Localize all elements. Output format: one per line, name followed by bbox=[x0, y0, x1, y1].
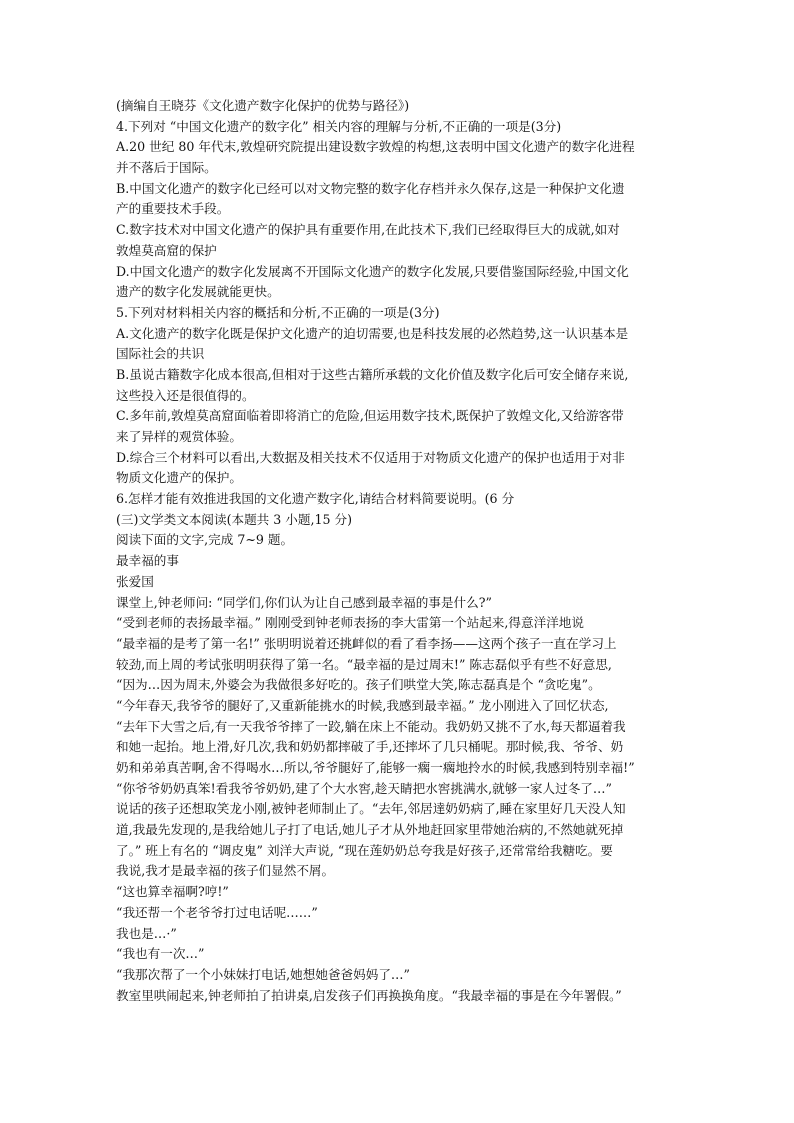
text-line: “你爷爷奶奶真笨!看我爷爷奶奶,建了个大水窖,趁天睛把水窖挑满水,就够一家人过冬了…” bbox=[116, 780, 612, 796]
text-line: 道,我最先发现的,是我给她儿子打了电话,她儿子才从外地赶回家里带她治病的,不然她就死掉 bbox=[116, 822, 624, 838]
text-line: 张爱国 bbox=[116, 573, 154, 589]
text-line: 国际社会的共识 bbox=[116, 346, 205, 362]
text-line: 遗产的数字化发展就能更快。 bbox=[116, 284, 280, 300]
text-line: (三)文学类文本阅读(本题共 3 小题,15 分) bbox=[116, 511, 353, 527]
text-line: 阅读下面的文字,完成 7~9 题。 bbox=[116, 532, 294, 548]
text-line: A.文化遗产的数字化既是保护文化遗产的迫切需要,也是科技发展的必然趋势,这一认识基本是 bbox=[116, 325, 629, 341]
text-line: “这也算幸福啊?哼!” bbox=[116, 884, 229, 900]
text-line: 教室里哄闹起来,钟老师拍了拍讲桌,启发孩子们再换换角度。“我最幸福的事是在今年署假。” bbox=[116, 987, 622, 1003]
text-line: 这些投入还是很值得的。 bbox=[116, 387, 255, 403]
text-line: B.中国文化遗产的数字化已经可以对文物完整的数字化存档并永久保存,这是一种保护文化遗 bbox=[116, 180, 625, 196]
text-line: 并不落后于国际。 bbox=[116, 160, 217, 176]
text-line: A.20 世纪 80 年代末,敦煌研究院提出建设数字敦煌的构想,这表明中国文化遗产的数字化进程 bbox=[116, 139, 635, 155]
text-line: 最幸福的事 bbox=[116, 553, 179, 569]
text-line: 和她一起抬。地上滑,好几次,我和奶奶都摔破了手,还摔坏了几只桶呢。那时候,我、爷爷、奶 bbox=[116, 739, 624, 755]
text-line: B.虽说古籍数字化成本很高,但相对于这些古籍所承载的文化价值及数字化后可安全储存来说, bbox=[116, 366, 629, 382]
text-line: “因为…因为周末,外婆会为我做很多好吃的。孩子们哄堂大笑,陈志磊真是个 “贪吃鬼”。 bbox=[116, 677, 601, 693]
text-line: “我还帮一个老爷爷打过电话呢……” bbox=[116, 904, 318, 920]
text-line: “受到老师的表扬最幸福。” 刚刚受到钟老师表扬的李大雷第一个站起来,得意洋洋地说 bbox=[116, 615, 584, 631]
text-line: 敦煌莫高窟的保护 bbox=[116, 242, 217, 258]
text-line: C.多年前,敦煌莫高窟面临着即将消亡的危险,但运用数字技术,既保护了敦煌文化,又给游客带 bbox=[116, 408, 624, 424]
text-line: C.数字技术对中国文化遗产的保护具有重要作用,在此技术下,我们已经取得巨大的成就,如对 bbox=[116, 222, 620, 238]
text-line: “今年春天,我爷爷的腿好了,又重新能挑水的时候,我感到最幸福。” 龙小刚进入了回忆状态, bbox=[116, 697, 609, 713]
text-line: 说话的孩子还想取笑龙小刚,被钟老师制止了。“去年,邻居達奶奶病了,睡在家里好几天没人知 bbox=[116, 801, 626, 817]
text-line: 6.怎样才能有效推进我国的文化遗产数字化,请结合材料简要说明。(6 分 bbox=[116, 491, 515, 507]
text-line: 5.下列对材料相关内容的概括和分析,不正确的一项是(3分) bbox=[116, 304, 440, 320]
text-line: 来了异样的观赏体验。 bbox=[116, 429, 242, 444]
text-line: “我那次帮了一个小妹妹打电话,她想她爸爸妈妈了…” bbox=[116, 966, 410, 982]
text-line: D.综合三个材料可以看出,大数据及相关技术不仅适用于对物质文化遗产的保护也适用于对非 bbox=[116, 449, 625, 465]
text-line: 课堂上,钟老师问: “同学们,你们认为让自己感到最幸福的事是什么?” bbox=[116, 594, 492, 610]
text-line: 产的重要技术手段。 bbox=[116, 201, 230, 217]
text-line: D.中国文化遗产的数字化发展离不开国际文化遗产的数字化发展,只要借鉴国际经验,中国文化 bbox=[116, 263, 629, 279]
text-line: 了。” 班上有名的 “调皮鬼” 刘洋大声说, “现在莲奶奶总夸我是好孩子,还常常给我糖吃。要 bbox=[116, 842, 613, 858]
text-line: “去年下大雪之后,有一天我爷爷摔了一跤,躺在床上不能动。我奶奶又挑不了水,每天都逼着我 bbox=[116, 718, 626, 734]
text-line: 物质文化遗产的保护。 bbox=[116, 470, 242, 486]
text-line: 我说,我才是最幸福的孩子们显然不屑。 bbox=[116, 863, 335, 879]
text-line: 奶和弟弟真苦啊,舍不得喝水…所以,爷爷腿好了,能够一瘸一瘸地拎水的时候,我感到特别幸福!” bbox=[116, 760, 635, 775]
text-line: 我也是…·” bbox=[116, 925, 177, 941]
text-line: (摘编自王晓芬《文化遗产数字化保护的优势与路径》) bbox=[116, 98, 410, 113]
document-page bbox=[116, 96, 680, 1006]
text-line: 较劲,而上周的考试张明明获得了第一名。“最幸福的是过周末!” 陈志磊似乎有些不好意思, bbox=[116, 656, 612, 672]
text-line: “我也有一次…” bbox=[116, 946, 205, 962]
text-line: 4.下列对 “中国文化遗产的数字化” 相关内容的理解与分析,不正确的一项是(3分) bbox=[116, 118, 562, 134]
text-line: “最幸福的是考了第一名!” 张明明说着还挑衅似的看了看李扬——这两个孩子一直在学习上 bbox=[116, 635, 617, 651]
